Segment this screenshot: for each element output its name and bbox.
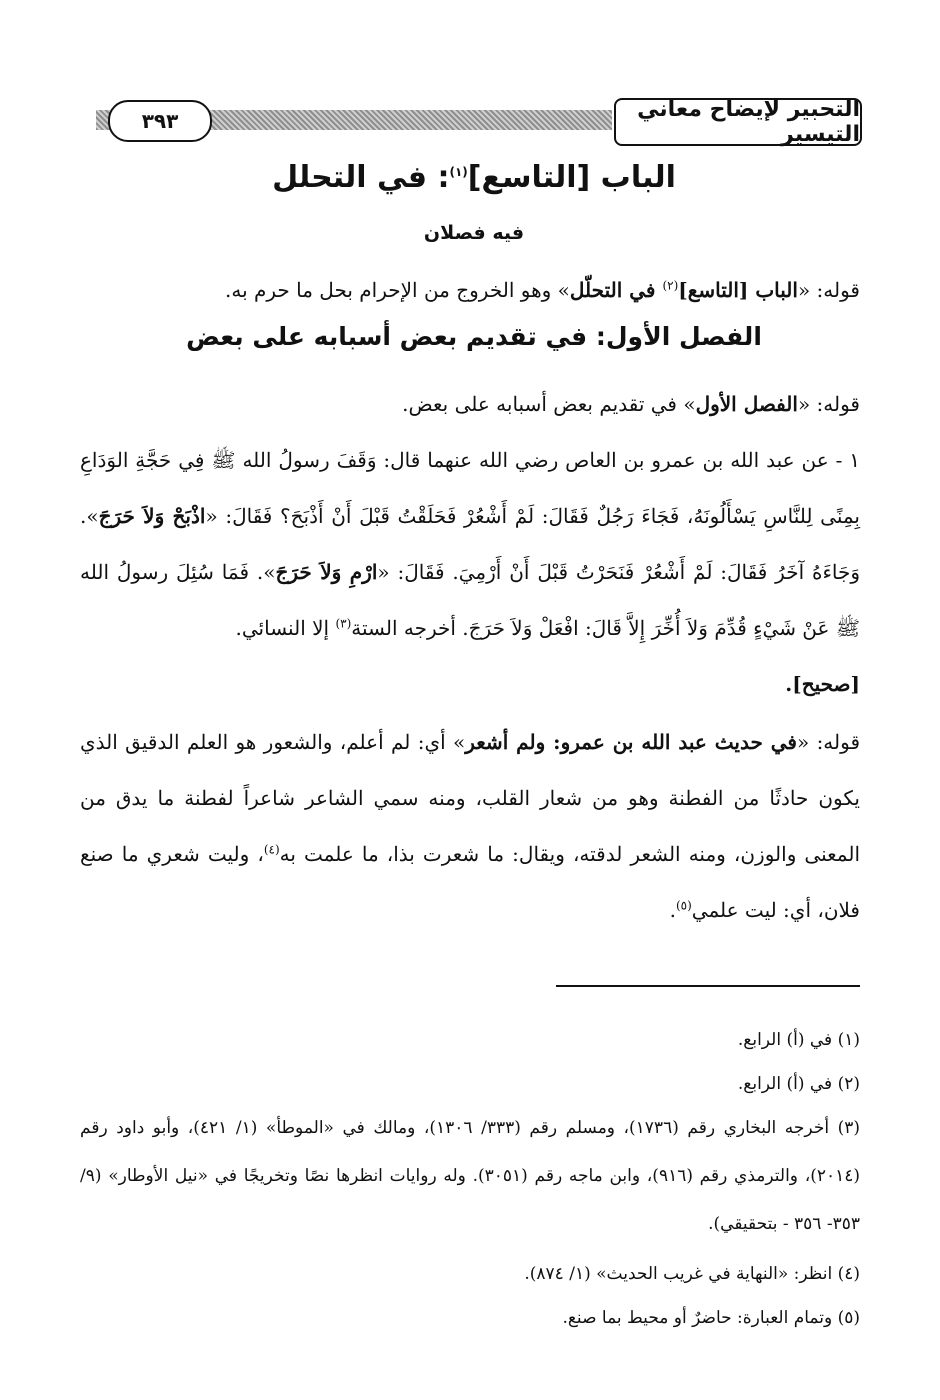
hadith-grade: [صحيح]. (785, 672, 860, 696)
chapter-title: الباب [التاسع]$^{(١)}$: في التحلل (272, 160, 676, 195)
footnote-3: (٣) أخرجه البخاري رقم (١٧٣٦)، ومسلم رقم (٣٣٣/ ١٣٠٦)، ومالك في «الموطأ» (١/ ٤٢١)، وأبو داود رقم (٢٠١٤)، والترمذي رقم (٩١٦)، وابن ماجه رقم (٣٠٥١). وله روايات انظرها نصًا وتخريجًا في «نيل الأوطار» (٩/ ٣٥٣- ٣٥٦ - بتحقيقي). (80, 1118, 861, 1234)
paragraph-section-commentary: قوله: «الفصل الأول» في تقديم بعض أسبابه على بعض. (402, 392, 860, 416)
footnote-4: (٤) انظر: «النهاية في غريب الحديث» (١/ ٨٧٤). (524, 1264, 860, 1284)
footnote-ref[interactable]: (٥) (675, 898, 692, 913)
footnote-2: (٢) في (أ) الرابع. (737, 1074, 860, 1094)
footnote-1: (١) في (أ) الرابع. (737, 1030, 860, 1050)
footnote-ref[interactable]: (٢) (662, 278, 679, 293)
footnote-ref[interactable]: (٣) (335, 616, 352, 631)
paragraph-chapter-commentary: قوله: «الباب [التاسع]$^{(٢)}$ في التحلّل» وهو الخروج من الإحرام بحل ما حرم به. (225, 278, 860, 302)
section-title: الفصل الأول: في تقديم بعض أسبابه على بعض (186, 322, 762, 351)
page-number: ٣٩٣ (108, 100, 212, 142)
running-header (86, 97, 862, 147)
footnote-5: (٥) وتمام العبارة: حاضرٌ أو محيط بما صنع. (562, 1308, 860, 1328)
footnote-ref[interactable]: (١) (449, 165, 468, 179)
footnote-separator (556, 985, 860, 987)
chapter-subheading: فيه فصلان (423, 222, 525, 244)
hadith-paragraph: ١ - عن عبد الله بن عمرو بن العاص رضي الله عنهما قال: وَقَفَ رسولُ الله ﷺ فِي حَجَّةِ الوَدَاعِ بِمِنًى لِلنَّاسِ يَسْأَلُونَهُ، فَجَاءَ رَجُلٌ فَقَالَ: لَمْ أَشْعُرْ فَحَلَقْتُ قَبْلَ أَنْ أَذْبَحَ؟ فَقَالَ: «اذْبَحْ وَلاَ حَرَجَ». وَجَاءَهُ آخَرُ فَقَالَ: لَمْ أَشْعُرْ فَنَحَرْتُ قَبْلَ أَنْ أَرْمِيَ. فَقَالَ: «ارْمِ وَلاَ حَرَجَ». فَمَا سُئِلَ رسولُ الله ﷺ عَنْ شَيْءٍ قُدِّمَ وَلاَ أُخِّرَ إِلاَّ قَالَ: افْعَلْ وَلاَ حَرَجَ. أخرجه الستة$^{(٣)}$ إلا النسائي. [صحيح]. (80, 448, 860, 696)
paragraph-hadith-commentary: قوله: «في حديث عبد الله بن عمرو: ولم أشعر» أي: لم أعلم، والشعور هو العلم الدقيق الذي يكون حادثًا من الفطنة وهو من شعار القلب، ومنه سمي الشاعر شاعراً لفطنة ما يدق من المعنى والوزن، ومنه الشعر لدقته، ويقال: ما شعرت بذا، ما علمت به$^{(٤)}$، وليت شعري ما صنع فلان، أي: ليت علمي$^{(٥)}$. (80, 730, 861, 922)
book-title: التحبير لإيضاح معاني التيسير (614, 98, 862, 146)
footnote-ref[interactable]: (٤) (263, 842, 280, 857)
